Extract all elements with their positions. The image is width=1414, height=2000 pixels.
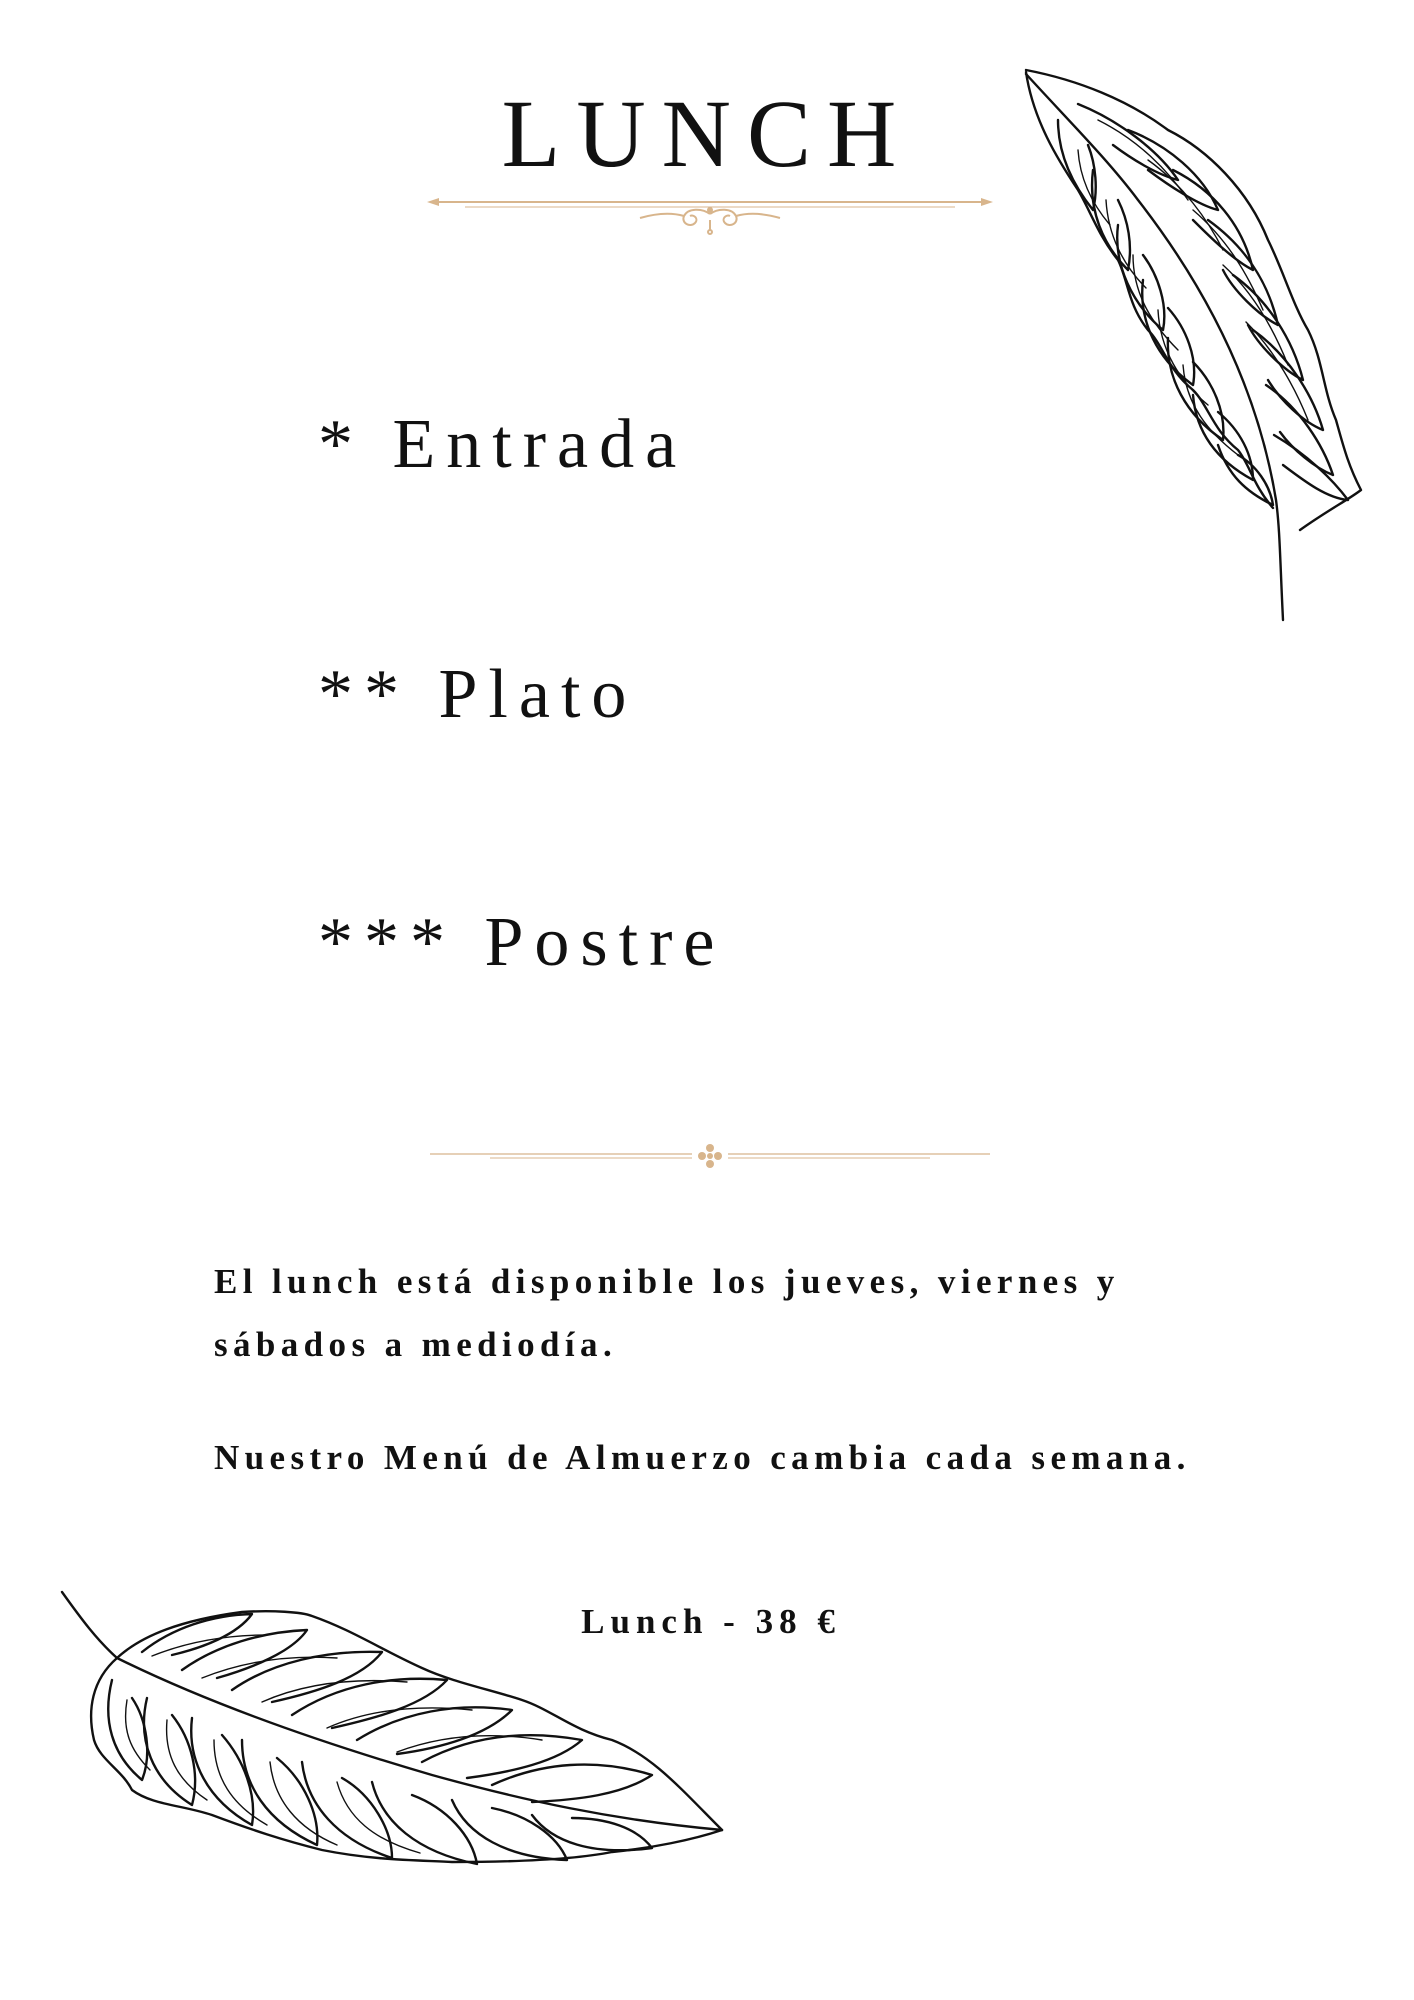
feather-icon	[52, 1590, 742, 1890]
course-entrada: * Entrada	[318, 406, 688, 483]
course-postre: *** Postre	[318, 904, 726, 981]
availability-text: El lunch está disponible los jueves, viernes y sábados a mediodía.	[214, 1262, 1120, 1364]
feather-icon	[1018, 60, 1378, 630]
fleuron-divider-icon	[430, 1140, 990, 1170]
price-label: Lunch - 38 €	[581, 1602, 841, 1641]
menu-title: LUNCH	[501, 80, 913, 187]
course-plato: ** Plato	[318, 656, 638, 733]
scroll-divider-icon	[425, 190, 995, 240]
weekly-change-text: Nuestro Menú de Almuerzo cambia cada semana.	[214, 1438, 1191, 1477]
